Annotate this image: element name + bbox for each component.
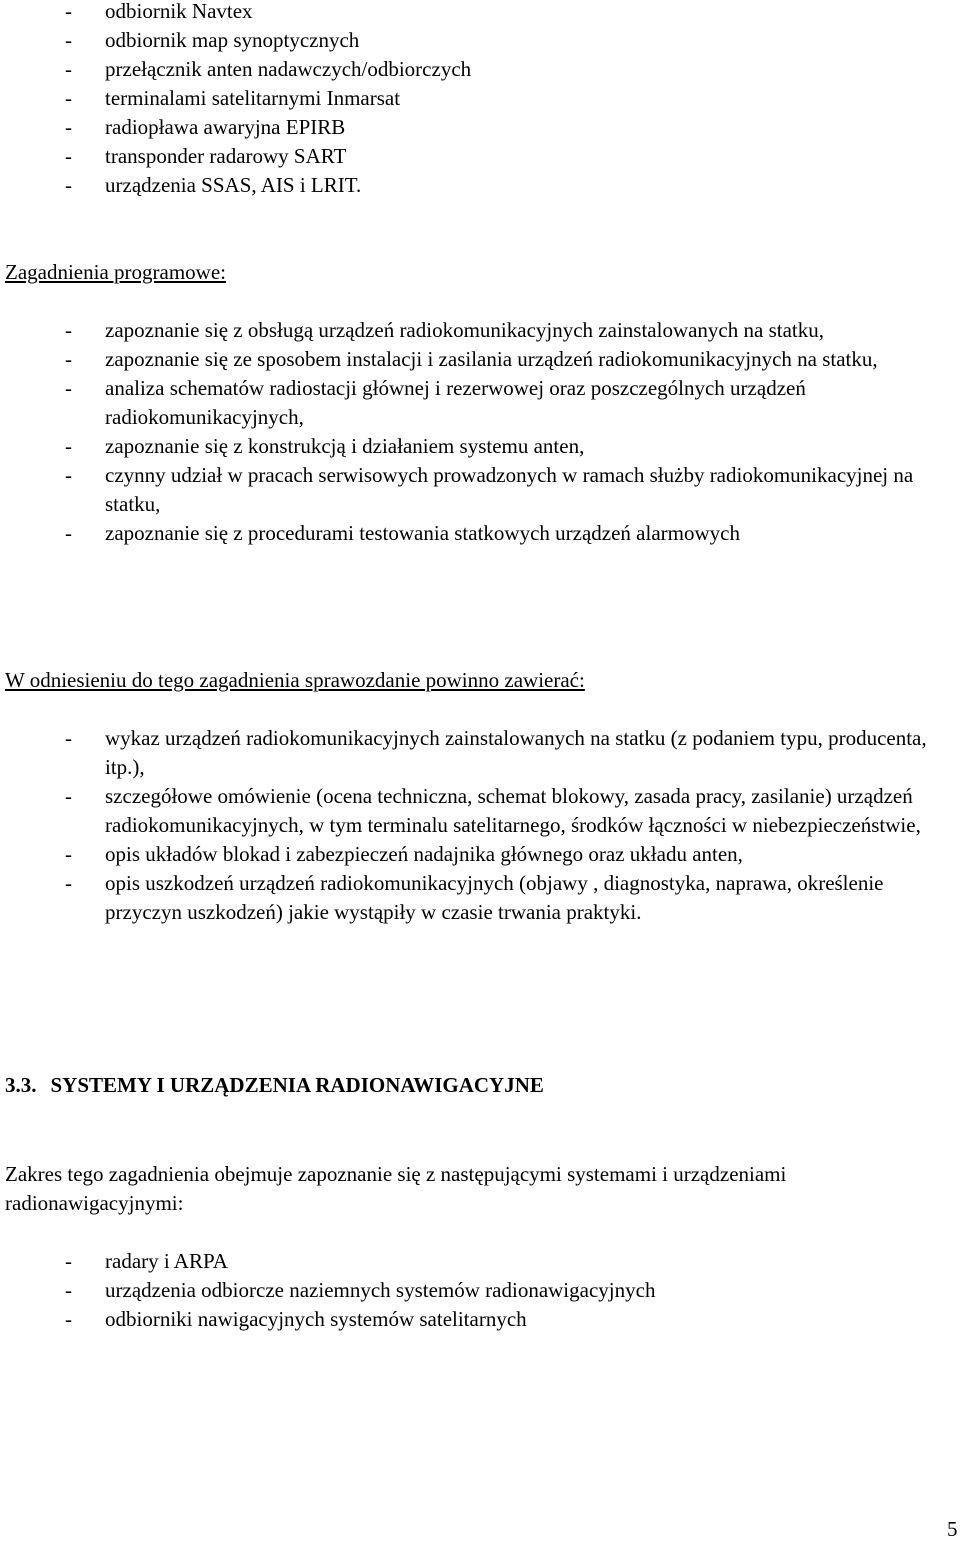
list-dash: - — [65, 1249, 72, 1273]
list-dash: - — [65, 376, 72, 400]
list-item: - wykaz urządzeń radiokomunikacyjnych zainstalowanych na statku (z podaniem typu, producenta, itp.), — [65, 726, 927, 779]
list-item: - zapoznanie się ze sposobem instalacji i zasilania urządzeń radiokomunikacyjnych na statku, — [0, 345, 956, 374]
list-item: - terminalami satelitarnymi Inmarsat — [0, 84, 956, 113]
equipment-list — [0, 0, 956, 200]
radionav-list — [0, 1247, 956, 1334]
list-item: - analiza schematów radiostacji głównej i rezerwowej oraz poszczególnych urządzeń radiokomunikacyjnych, — [65, 376, 806, 429]
list-dash: - — [65, 347, 72, 371]
program-heading: Zagadnienia programowe: — [5, 260, 226, 284]
list-dash: - — [65, 318, 72, 342]
list-item: - odbiornik map synoptycznych — [0, 26, 956, 55]
list-item: - radary i ARPA — [0, 1247, 956, 1276]
list-item: - czynny udział w pracach serwisowych prowadzonych w ramach służby radiokomunikacyjnej na statku, — [65, 463, 914, 516]
section-title-text: SYSTEMY I URZĄDZENIA RADIONAWIGACYJNE — [50, 1073, 544, 1097]
list-dash: - — [65, 521, 72, 545]
section-title — [5, 1071, 544, 1100]
list-item: - opis uszkodzeń urządzeń radiokomunikacyjnych (objawy , diagnostyka, naprawa, określenie przyczyn uszkodzeń) jakie wystąpiły w czasie trwania praktyki. — [65, 871, 884, 924]
page-number: 5 — [947, 1517, 958, 1541]
list-dash: - — [65, 726, 72, 750]
list-item: - odbiornik Navtex — [0, 0, 956, 26]
list-item: - radiopława awaryjna EPIRB — [0, 113, 956, 142]
list-dash: - — [65, 434, 72, 458]
list-dash: - — [65, 1307, 72, 1331]
list-item: - odbiorniki nawigacyjnych systemów satelitarnych — [0, 1305, 956, 1334]
list-dash: - — [65, 115, 72, 139]
list-dash: - — [65, 842, 72, 866]
report-heading: W odniesieniu do tego zagadnienia sprawozdanie powinno zawierać: — [5, 668, 585, 692]
list-item: - transponder radarowy SART — [0, 142, 956, 171]
list-item: - szczegółowe omówienie (ocena techniczna, schemat blokowy, zasada pracy, zasilanie) urządzeń radiokomunikacyjnych, w tym terminalu satelitarnego, środków łączności w niebezpieczeństwie, — [65, 784, 921, 837]
list-item: - zapoznanie się z konstrukcją i działaniem systemu anten, — [0, 432, 956, 461]
list-item: - zapoznanie się z procedurami testowania statkowych urządzeń alarmowych — [0, 519, 956, 548]
list-dash: - — [65, 1278, 72, 1302]
list-dash: - — [65, 28, 72, 52]
list-item: - opis układów blokad i zabezpieczeń nadajnika głównego oraz układu anten, — [0, 840, 956, 869]
list-dash: - — [65, 784, 72, 808]
list-item: - urządzenia SSAS, AIS i LRIT. — [0, 171, 956, 200]
section-intro: Zakres tego zagadnienia obejmuje zapoznanie się z następującymi systemami i urządzeniami radionawigacyjnymi: — [5, 1162, 787, 1215]
list-dash: - — [65, 57, 72, 81]
list-dash: - — [65, 871, 72, 895]
list-dash: - — [65, 0, 72, 23]
list-dash: - — [65, 86, 72, 110]
list-item: - zapoznanie się z obsługą urządzeń radiokomunikacyjnych zainstalowanych na statku, — [0, 316, 956, 345]
list-dash: - — [65, 144, 72, 168]
section-number: 3.3. — [5, 1073, 37, 1097]
program-list — [0, 316, 956, 548]
list-item: - urządzenia odbiorcze naziemnych systemów radionawigacyjnych — [0, 1276, 956, 1305]
list-dash: - — [65, 173, 72, 197]
report-list — [0, 724, 956, 927]
list-dash: - — [65, 463, 72, 487]
list-item: - przełącznik anten nadawczych/odbiorczych — [0, 55, 956, 84]
